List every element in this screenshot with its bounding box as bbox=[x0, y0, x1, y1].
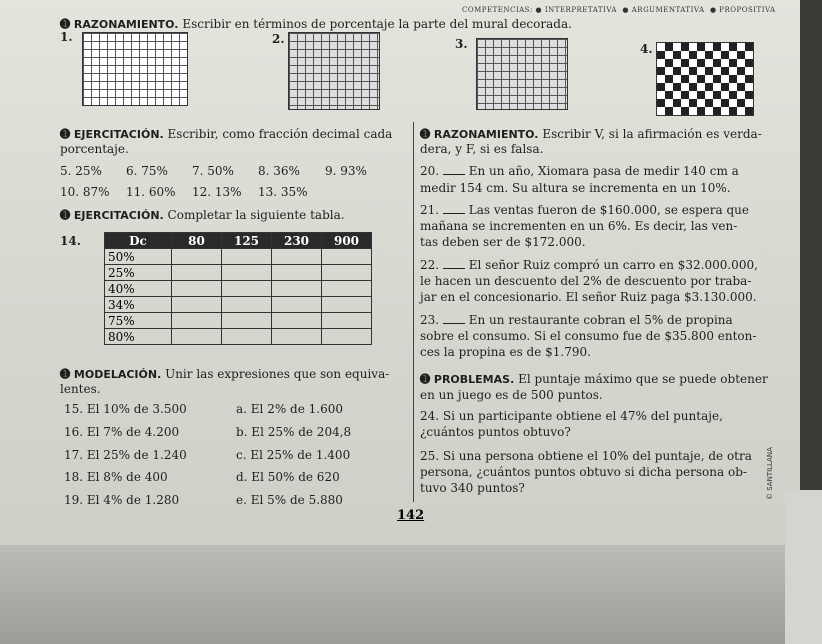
ej2-text: Completar la siguiente tabla. bbox=[167, 208, 345, 222]
q23-num: 23. bbox=[420, 313, 440, 327]
section1-heading: ➊ RAZONAMIENTO. Escribir en términos de porcentaje la parte del mural decorada. bbox=[60, 17, 572, 31]
adjacent-page-edge bbox=[785, 490, 822, 644]
mural-label-2: 2. bbox=[272, 32, 285, 46]
match-right-e: e. El 5% de 5.880 bbox=[236, 493, 343, 507]
modelacion-text-a: Unir las expresiones que son equiva- bbox=[165, 367, 390, 381]
table-row bbox=[105, 329, 372, 345]
table-header-cell: 80 bbox=[172, 233, 222, 249]
table-cell[interactable] bbox=[222, 281, 272, 297]
match-right-d: d. El 50% de 620 bbox=[236, 470, 340, 484]
table-row bbox=[105, 249, 372, 265]
table-header-row bbox=[105, 233, 372, 249]
question-21 bbox=[420, 203, 749, 218]
answer-blank-21[interactable] bbox=[443, 203, 465, 214]
question-20 bbox=[420, 164, 739, 179]
q24-line-2: ¿cuántos puntos obtuvo? bbox=[420, 425, 571, 439]
q20-num: 20. bbox=[420, 164, 440, 178]
item-6: 6. 75% bbox=[126, 164, 168, 178]
q21-num: 21. bbox=[420, 203, 440, 217]
q25-line-3: tuvo 340 puntos? bbox=[420, 481, 525, 495]
table-cell[interactable] bbox=[322, 281, 372, 297]
modelacion-heading: ➊ MODELACIÓN. Unir las expresiones que son equiva- bbox=[60, 367, 390, 381]
match-right-b: b. El 25% de 204,8 bbox=[236, 425, 352, 439]
q21-line-1: Las ventas fueron de $160.000, se espera que bbox=[468, 203, 749, 217]
table-row bbox=[105, 313, 372, 329]
q23-line-3: ces la propina es de $1.790. bbox=[420, 345, 591, 359]
table-cell[interactable] bbox=[272, 281, 322, 297]
table-cell[interactable] bbox=[322, 297, 372, 313]
question-23 bbox=[420, 313, 733, 328]
ej1-text-a: Escribir, como fracción decimal cada bbox=[167, 127, 393, 141]
ej1-heading: ➊ EJERCITACIÓN. Escribir, como fracción decimal cada bbox=[60, 127, 393, 141]
answer-blank-23[interactable] bbox=[443, 313, 465, 324]
problemas-text-b: en un juego es de 500 puntos. bbox=[420, 388, 603, 402]
competencia-2: ARGUMENTATIVA bbox=[631, 6, 705, 14]
match-right-c: c. El 25% de 1.400 bbox=[236, 448, 351, 462]
competencias-header: COMPETENCIAS: ● INTERPRETATIVA ● ARGUMENTATIVA ● PROPOSITIVA bbox=[462, 6, 776, 14]
problemas-heading: ➊ PROBLEMAS. El puntaje máximo que se puede obtener bbox=[420, 372, 768, 386]
question-22 bbox=[420, 258, 758, 273]
ej1-text-b: porcentaje. bbox=[60, 142, 129, 156]
publisher-mark: © SANTILLANA bbox=[766, 447, 774, 500]
q22-line-2: le hacen un descuento del 2% de descuento por traba- bbox=[420, 274, 752, 288]
table-header-cell: 230 bbox=[272, 233, 322, 249]
table-row bbox=[105, 281, 372, 297]
mural-4 bbox=[656, 42, 754, 116]
competencia-3: PROPOSITIVA bbox=[719, 6, 776, 14]
percentage-table bbox=[104, 232, 372, 345]
table-header-cell: Dc bbox=[105, 233, 172, 249]
mural-label-3: 3. bbox=[455, 37, 468, 51]
table-cell[interactable] bbox=[272, 249, 322, 265]
table-row bbox=[105, 297, 372, 313]
item-9: 9. 93% bbox=[325, 164, 367, 178]
mural-3 bbox=[476, 38, 568, 110]
q20-line-2: medir 154 cm. Su altura se incrementa en un 10%. bbox=[420, 181, 731, 195]
competencia-1: INTERPRETATIVA bbox=[544, 6, 617, 14]
q20-line-1: En un año, Xiomara pasa de medir 140 cm a bbox=[468, 164, 739, 178]
table-header-cell: 125 bbox=[222, 233, 272, 249]
ej2-heading: ➊ EJERCITACIÓN. Completar la siguiente tabla. bbox=[60, 208, 345, 222]
mural-1 bbox=[82, 32, 188, 106]
q25-line-2: persona, ¿cuántos puntos obtuvo si dicha persona ob- bbox=[420, 465, 747, 479]
match-left-15: 15. El 10% de 3.500 bbox=[64, 402, 187, 416]
table-row-label: 40% bbox=[105, 281, 172, 297]
q23-line-2: sobre el consumo. Si el consumo fue de $35.800 enton- bbox=[420, 329, 757, 343]
table-cell[interactable] bbox=[272, 265, 322, 281]
page-fold-shadow bbox=[0, 545, 822, 644]
mural-2 bbox=[288, 32, 380, 110]
section1-text: Escribir en términos de porcentaje la parte del mural decorada. bbox=[182, 17, 572, 31]
problemas-title: PROBLEMAS. bbox=[433, 373, 515, 386]
table-cell[interactable] bbox=[222, 297, 272, 313]
table-cell[interactable] bbox=[222, 329, 272, 345]
table-row-label: 50% bbox=[105, 249, 172, 265]
q22-num: 22. bbox=[420, 258, 440, 272]
razonamiento2-text-b: dera, y F, si es falsa. bbox=[420, 142, 544, 156]
match-left-18: 18. El 8% de 400 bbox=[64, 470, 168, 484]
table-cell[interactable] bbox=[172, 265, 222, 281]
modelacion-title: MODELACIÓN. bbox=[73, 368, 162, 381]
item-13: 13. 35% bbox=[258, 185, 308, 199]
table-cell[interactable] bbox=[172, 313, 222, 329]
razonamiento2-heading: ➊ RAZONAMIENTO. Escribir V, si la afirmación es verda- bbox=[420, 127, 762, 141]
item-7: 7. 50% bbox=[192, 164, 234, 178]
page-number: 142 bbox=[397, 508, 425, 523]
table-cell[interactable] bbox=[322, 313, 372, 329]
ej2-title: EJERCITACIÓN. bbox=[73, 209, 164, 222]
column-divider bbox=[413, 122, 414, 502]
competencias-label: COMPETENCIAS: bbox=[462, 6, 533, 14]
item-10: 10. 87% bbox=[60, 185, 110, 199]
q24-line-1: 24. Si un participante obtiene el 47% del puntaje, bbox=[420, 409, 723, 423]
table-cell[interactable] bbox=[322, 249, 372, 265]
table-header-cell: 900 bbox=[322, 233, 372, 249]
q22-line-1: El señor Ruiz compró un carro en $32.000.000, bbox=[468, 258, 758, 272]
answer-blank-20[interactable] bbox=[443, 164, 465, 175]
table-cell[interactable] bbox=[222, 313, 272, 329]
ej1-title: EJERCITACIÓN. bbox=[73, 128, 164, 141]
table-cell[interactable] bbox=[322, 329, 372, 345]
table-cell[interactable] bbox=[222, 249, 272, 265]
mural-label-4: 4. bbox=[640, 42, 653, 56]
answer-blank-22[interactable] bbox=[443, 258, 465, 269]
razonamiento2-text-a: Escribir V, si la afirmación es verda- bbox=[542, 127, 762, 141]
table-cell[interactable] bbox=[272, 313, 322, 329]
q25-line-1: 25. Si una persona obtiene el 10% del puntaje, de otra bbox=[420, 449, 752, 463]
table-row-label: 80% bbox=[105, 329, 172, 345]
q22-line-3: jar en el concesionario. El señor Ruiz paga $3.130.000. bbox=[420, 290, 757, 304]
q21-line-2: mañana se incrementen en un 6%. Es decir, las ven- bbox=[420, 219, 738, 233]
match-left-16: 16. El 7% de 4.200 bbox=[64, 425, 180, 439]
modelacion-text-b: lentes. bbox=[60, 382, 101, 396]
problemas-text-a: El puntaje máximo que se puede obtener bbox=[518, 372, 768, 386]
table-row-label: 75% bbox=[105, 313, 172, 329]
table-cell[interactable] bbox=[172, 297, 222, 313]
table-number: 14. bbox=[60, 234, 81, 248]
item-12: 12. 13% bbox=[192, 185, 242, 199]
table-cell[interactable] bbox=[172, 281, 222, 297]
table-cell[interactable] bbox=[272, 329, 322, 345]
table-row bbox=[105, 265, 372, 281]
table-row-label: 34% bbox=[105, 297, 172, 313]
table-cell[interactable] bbox=[272, 297, 322, 313]
table-row-label: 25% bbox=[105, 265, 172, 281]
item-11: 11. 60% bbox=[126, 185, 176, 199]
razonamiento2-title: RAZONAMIENTO. bbox=[433, 128, 539, 141]
table-cell[interactable] bbox=[222, 265, 272, 281]
q23-line-1: En un restaurante cobran el 5% de propina bbox=[468, 313, 733, 327]
match-right-a: a. El 2% de 1.600 bbox=[236, 402, 343, 416]
mural-label-1: 1. bbox=[60, 30, 73, 44]
q21-line-3: tas deben ser de $172.000. bbox=[420, 235, 586, 249]
match-left-17: 17. El 25% de 1.240 bbox=[64, 448, 187, 462]
table-cell[interactable] bbox=[322, 265, 372, 281]
item-5: 5. 25% bbox=[60, 164, 102, 178]
match-left-19: 19. El 4% de 1.280 bbox=[64, 493, 180, 507]
table-cell[interactable] bbox=[172, 249, 222, 265]
section1-title: RAZONAMIENTO. bbox=[73, 18, 179, 31]
item-8: 8. 36% bbox=[258, 164, 300, 178]
table-cell[interactable] bbox=[172, 329, 222, 345]
